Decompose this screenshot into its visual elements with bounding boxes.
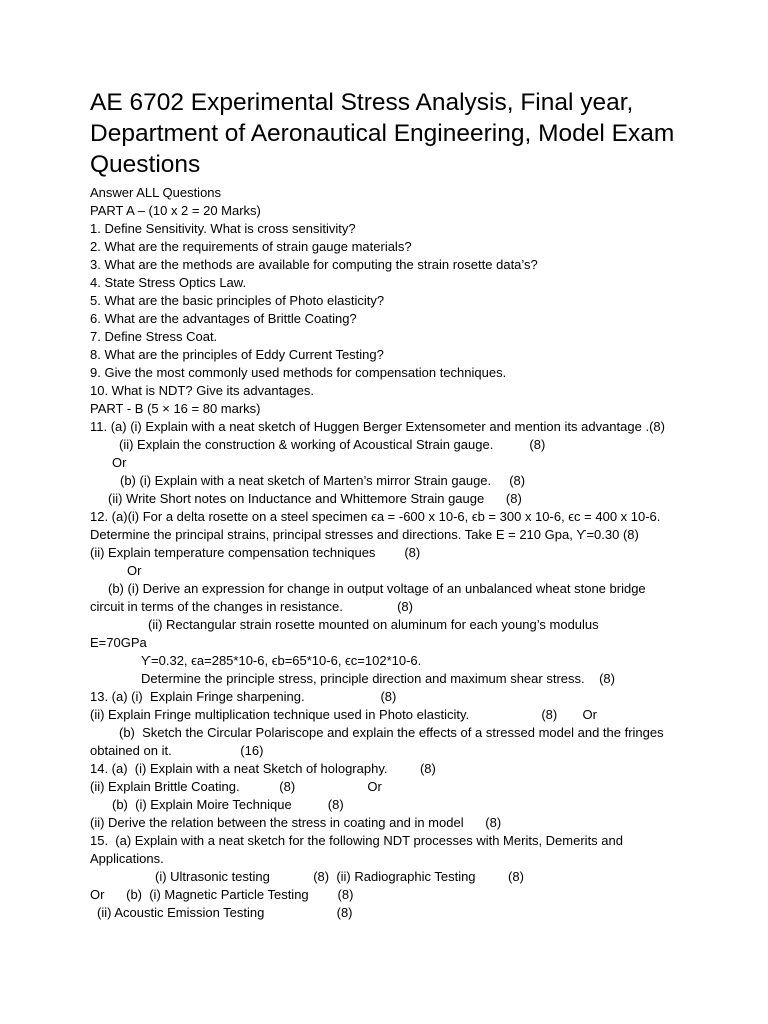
part-a-heading: PART A – (10 x 2 = 20 Marks): [90, 203, 261, 218]
question-3: 3. What are the methods are available for computing the strain rosette data’s?: [90, 257, 538, 272]
question-15b-i: Or (b) (i) Magnetic Particle Testing (8): [90, 887, 354, 902]
question-10: 10. What is NDT? Give its advantages.: [90, 383, 314, 398]
question-2: 2. What are the requirements of strain gauge materials?: [90, 239, 412, 254]
question-7: 7. Define Stress Coat.: [90, 329, 218, 344]
question-5: 5. What are the basic principles of Photo elasticity?: [90, 293, 385, 308]
question-15a-parts: (i) Ultrasonic testing (8) (ii) Radiographic Testing (8): [155, 869, 524, 884]
question-12b-i-cont: circuit in terms of the changes in resistance. (8): [90, 599, 413, 614]
question-13a-i: 13. (a) (i) Explain Fringe sharpening. (8): [90, 689, 397, 704]
question-11a-ii: (ii) Explain the construction & working of Acoustical Strain gauge. (8): [119, 437, 546, 452]
question-12a-ii: (ii) Explain temperature compensation techniques (8): [90, 545, 421, 560]
instruction-line: Answer ALL Questions: [90, 185, 222, 200]
question-11b-i: (b) (i) Explain with a neat sketch of Marten’s mirror Strain gauge. (8): [120, 473, 526, 488]
question-13b: (b) Sketch the Circular Polariscope and explain the effects of a stressed model and the fringes: [119, 725, 664, 740]
question-12b-i: (b) (i) Derive an expression for change in output voltage of an unbalanced wheat stone bridge: [108, 581, 646, 596]
question-12b-ii: (ii) Rectangular strain rosette mounted on aluminum for each young’s modulus: [148, 617, 599, 632]
question-4: 4. State Stress Optics Law.: [90, 275, 247, 290]
question-14b-i: (b) (i) Explain Moire Technique (8): [112, 797, 344, 812]
question-9: 9. Give the most commonly used methods for compensation techniques.: [90, 365, 507, 380]
question-13a-ii: (ii) Explain Fringe multiplication technique used in Photo elasticity. (8) Or: [90, 707, 597, 722]
question-6: 6. What are the advantages of Brittle Coating?: [90, 311, 357, 326]
question-11b-ii: (ii) Write Short notes on Inductance and Whittemore Strain gauge (8): [108, 491, 522, 506]
or-divider: Or: [127, 563, 142, 578]
question-12a-i: 12. (a)(i) For a delta rosette on a steel specimen ϵa = -600 x 10-6, ϵb = 300 x 10-6, ϵc = 400 x 10-6.: [90, 509, 661, 524]
question-14a-i: 14. (a) (i) Explain with a neat Sketch of holography. (8): [90, 761, 436, 776]
question-8: 8. What are the principles of Eddy Current Testing?: [90, 347, 384, 362]
question-12b-ii-values: Ƴ=0.32, ϵa=285*10-6, ϵb=65*10-6, ϵc=102*10-6.: [141, 653, 422, 668]
question-11a-i: 11. (a) (i) Explain with a neat sketch of Huggen Berger Extensometer and mention its advantage .(8): [90, 419, 665, 434]
question-12b-ii-modulus: E=70GPa: [90, 635, 147, 650]
question-15a-cont: Applications.: [90, 851, 164, 866]
question-1: 1. Define Sensitivity. What is cross sensitivity?: [90, 221, 356, 236]
question-12b-ii-task: Determine the principle stress, principle direction and maximum shear stress. (8): [141, 671, 615, 686]
document-title: AE 6702 Experimental Stress Analysis, Final year, Department of Aeronautical Engineering, Model Exam Questions: [90, 89, 675, 178]
question-15a: 15. (a) Explain with a neat sketch for the following NDT processes with Merits, Demerits and: [90, 833, 623, 848]
or-divider: Or: [112, 455, 127, 470]
part-b-heading: PART - B (5 × 16 = 80 marks): [90, 401, 261, 416]
question-12a-i-cont: Determine the principal strains, principal stresses and directions. Take E = 210 Gpa, Ƴ=0.30 (8): [90, 527, 639, 542]
question-15b-ii: (ii) Acoustic Emission Testing (8): [97, 905, 353, 920]
question-14a-ii: (ii) Explain Brittle Coating. (8) Or: [90, 779, 382, 794]
question-13b-cont: obtained on it. (16): [90, 743, 264, 758]
question-14b-ii: (ii) Derive the relation between the stress in coating and in model (8): [90, 815, 502, 830]
